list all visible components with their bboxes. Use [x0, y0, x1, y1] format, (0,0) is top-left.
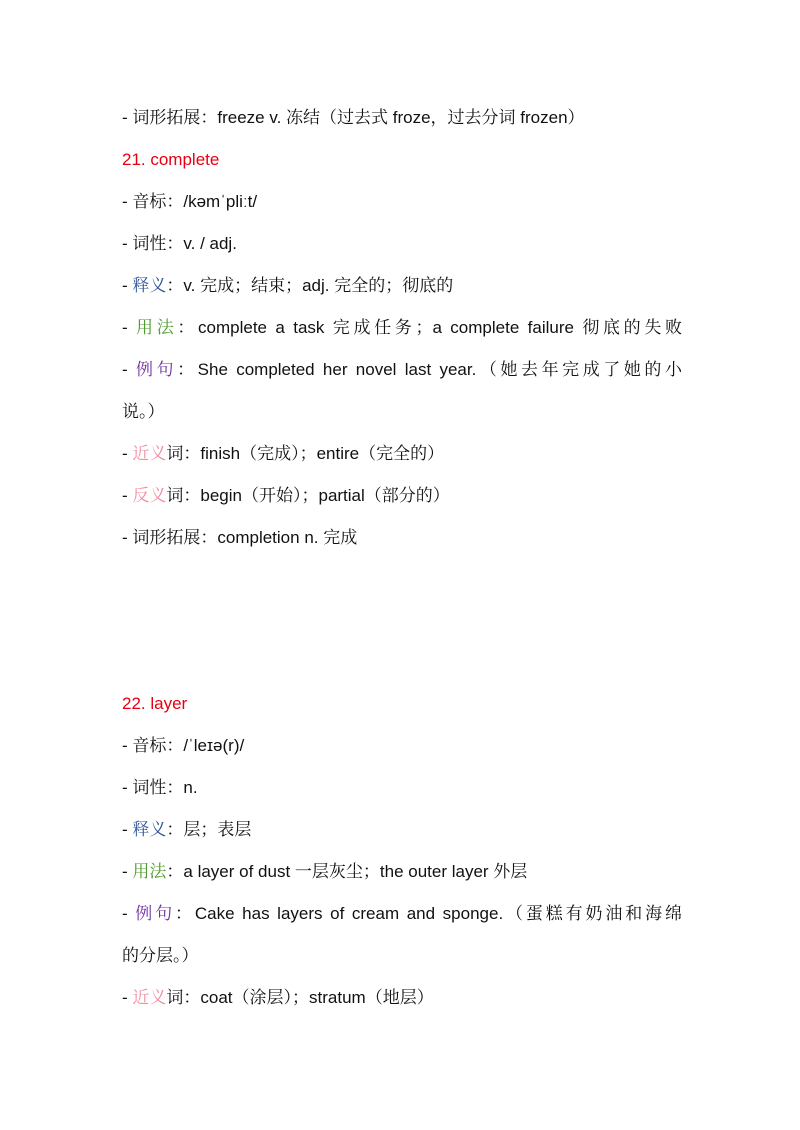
meaning-prefix: -	[122, 276, 133, 295]
complete-synonyms	[122, 442, 682, 466]
example-prefix: -	[122, 360, 136, 379]
synonym-prefix: -	[122, 444, 133, 463]
complete-meaning	[122, 274, 682, 298]
example-prefix: -	[122, 904, 136, 923]
usage-text: ：complete a task 完成任务；a complete failure 彻底的失败	[177, 318, 682, 337]
layer-example	[122, 902, 682, 926]
synonym-label: 近义	[132, 988, 167, 1007]
layer-usage	[122, 860, 682, 884]
meaning-label: 释义	[132, 820, 167, 839]
usage-text: ：a layer of dust 一层灰尘；the outer layer 外层	[166, 862, 528, 881]
complete-antonyms	[122, 484, 682, 508]
complete-example	[122, 358, 682, 382]
synonym-text: 词：finish（完成）；entire（完全的）	[166, 444, 445, 463]
example-label: 例句	[135, 360, 178, 379]
synonym-label: 近义	[132, 444, 167, 463]
entry-heading-layer: 22. layer	[122, 694, 188, 713]
example-text: ：Cake has layers of cream and sponge.（蛋糕有奶油和海绵	[175, 904, 682, 923]
example-text: ：She completed her novel last year.（她去年完成了她的小	[177, 360, 682, 379]
layer-synonyms	[122, 986, 682, 1010]
meaning-text: ：v. 完成；结束；adj. 完全的；彻底的	[166, 276, 454, 295]
synonym-prefix: -	[122, 988, 133, 1007]
synonym-text: 词：coat（涂层）；stratum（地层）	[166, 988, 434, 1007]
meaning-text: ：层；表层	[166, 820, 252, 839]
layer-meaning	[122, 818, 682, 842]
entry-heading-complete: 21. complete	[122, 150, 220, 169]
layer-phonetic: - 音标：/ˈleɪə(r)/	[122, 736, 245, 755]
complete-part-of-speech: - 词性：v. / adj.	[122, 234, 237, 253]
meaning-label: 释义	[132, 276, 167, 295]
antonym-prefix: -	[122, 486, 133, 505]
meaning-prefix: -	[122, 820, 133, 839]
example-label: 例句	[135, 904, 176, 923]
antonym-label: 反义	[132, 486, 167, 505]
usage-prefix: -	[122, 862, 133, 881]
complete-word-forms: - 词形拓展：completion n. 完成	[122, 528, 358, 547]
complete-usage	[122, 316, 682, 340]
layer-example-continuation: 的分层。）	[122, 946, 199, 965]
layer-part-of-speech: - 词性：n.	[122, 778, 198, 797]
usage-label: 用法	[132, 862, 167, 881]
usage-label: 用法	[136, 318, 178, 337]
antonym-text: 词：begin（开始）；partial（部分的）	[166, 486, 450, 505]
complete-example-continuation: 说。）	[122, 402, 165, 421]
freeze-word-forms: - 词形拓展：freeze v. 冻结（过去式 froze，过去分词 frozen）	[122, 108, 585, 127]
complete-phonetic: - 音标：/kəmˈpliːt/	[122, 192, 258, 211]
usage-prefix: -	[122, 318, 137, 337]
